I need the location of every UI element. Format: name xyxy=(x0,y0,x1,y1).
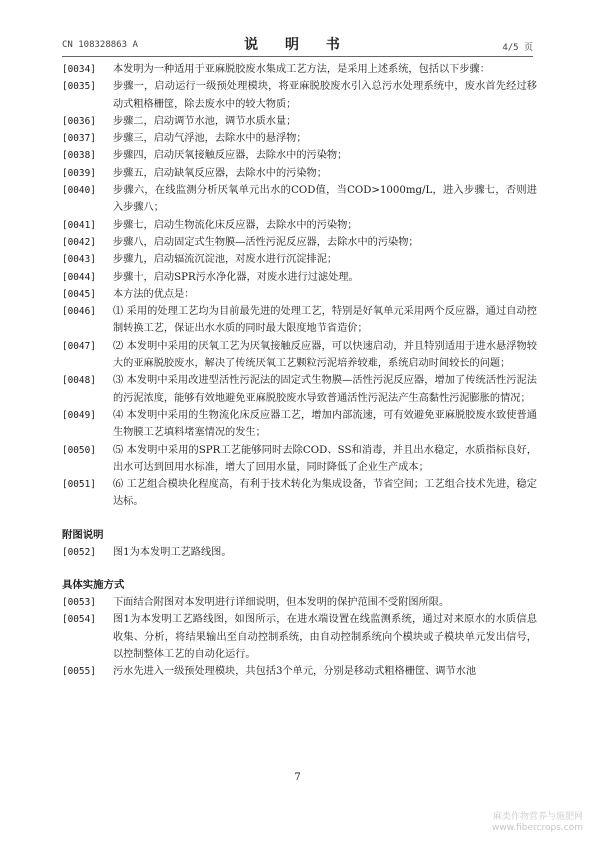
paragraph-text: 步骤五，启动缺氧反应器，去除水中的污染物； xyxy=(113,167,327,179)
paragraph xyxy=(62,234,537,251)
paragraph xyxy=(62,182,537,217)
paragraph-text: 步骤四，启动厌氧接触反应器，去除水中的污染物； xyxy=(113,150,348,162)
paragraph-number: [0050] xyxy=(62,444,96,456)
paragraph-text: 污水先进入一级预处理模块，共包括3个单元，分别是移动式粗格栅筐、调节水池 xyxy=(113,666,477,678)
paragraph-number: [0042] xyxy=(62,236,96,248)
paragraph xyxy=(62,303,537,338)
paragraph-number: [0034] xyxy=(62,64,96,75)
paragraph xyxy=(62,407,537,442)
paragraph xyxy=(62,113,537,130)
paragraph-text: 本方法的优点是： xyxy=(113,288,195,300)
paragraph-number: [0055] xyxy=(62,666,96,678)
paragraph-text: 图1为本发明工艺路线图，如图所示，在进水端设置在线监测系统，通过对来原水的水质信息收集、分析，将结果输出至自动控制系统，由自动控制系统向个模块或子模块单元发出信号，以控制整体工艺的自动化运行。 xyxy=(113,614,537,660)
watermark-line-2: www.fibercrops.com xyxy=(492,823,583,833)
paragraph xyxy=(62,338,537,373)
page-number: 7 xyxy=(294,772,301,783)
paragraph xyxy=(62,442,537,477)
paragraph-number: [0038] xyxy=(62,150,96,162)
paragraph-text: 步骤八，启动固定式生物膜—活性污泥反应器，去除水中的污染物； xyxy=(113,236,419,248)
paragraph-text: 下面结合附图对本发明进行详细说明，但本发明的保护范围不受附图所限。 xyxy=(113,597,450,609)
paragraph xyxy=(62,476,537,511)
page-header xyxy=(62,34,533,54)
paragraph-number: [0051] xyxy=(62,479,96,491)
paragraph xyxy=(62,269,537,286)
paragraph-text: 步骤一，启动运行一级预处理模块，将亚麻脱胶废水引入总污水处理系统中，废水首先经过移动式粗格栅筐，除去废水中的较大物质； xyxy=(113,81,537,110)
paragraph-group-advantages xyxy=(62,61,537,511)
paragraph-number: [0053] xyxy=(62,597,96,609)
paragraph-text: 图1为本发明工艺路线图。 xyxy=(113,546,232,558)
paragraph xyxy=(62,372,537,407)
paragraph-number: [0039] xyxy=(62,167,96,179)
paragraph-text: ⑷ 本发明中采用的生物流化床反应器工艺，增加内部流速，可有效避免亚麻脱胶废水致使普通生物膜工艺填料堵塞情况的发生； xyxy=(113,409,537,439)
paragraph-number: [0041] xyxy=(62,219,96,231)
paragraph xyxy=(62,251,537,268)
paragraph-number: [0045] xyxy=(62,288,96,300)
paragraph xyxy=(62,130,537,147)
paragraph xyxy=(62,611,537,663)
header-rule xyxy=(62,56,533,57)
paragraph-group-embodiment xyxy=(62,594,537,680)
paragraph-text: ⑶ 本发明中采用改进型活性污泥法的固定式生物膜—活性污泥反应器，增加了传统活性污泥法的污泥浓度，能够有效地避免亚麻脱胶废水导致普通活性污泥法产生高黏性污泥膨胀的情况； xyxy=(113,375,537,404)
paragraph-number: [0048] xyxy=(62,375,96,387)
section-heading-drawing: 附图说明 xyxy=(62,528,104,541)
watermark-line-1: 麻类作物营养与施肥网 xyxy=(492,812,583,822)
paragraph xyxy=(62,286,537,303)
paragraph-number: [0036] xyxy=(62,115,96,127)
section-heading-embodiment: 具体实施方式 xyxy=(62,579,125,592)
document-body xyxy=(62,61,537,681)
paragraph-text: 步骤二，启动调节水池，调节水质水量； xyxy=(113,115,297,127)
paragraph-number: [0044] xyxy=(62,271,96,283)
paragraph xyxy=(62,78,537,113)
paragraph-number: [0037] xyxy=(62,133,96,145)
paragraph-number: [0054] xyxy=(62,614,96,626)
paragraph xyxy=(62,544,537,561)
paragraph xyxy=(62,147,537,164)
site-watermark xyxy=(492,812,583,834)
paragraph xyxy=(62,217,537,234)
paragraph-number: [0035] xyxy=(62,81,96,93)
paragraph-number: [0046] xyxy=(62,306,96,318)
paragraph-number: [0043] xyxy=(62,254,96,266)
paragraph xyxy=(62,165,537,182)
paragraph-text: 步骤七，启动生物流化床反应器，去除水中的污染物； xyxy=(113,219,358,231)
paragraph-text: 步骤三，启动气浮池，去除水中的悬浮物； xyxy=(113,133,307,145)
paragraph-number: [0047] xyxy=(62,340,96,352)
paragraph xyxy=(62,61,537,78)
paragraph-text: 本发明为一种适用于亚麻脱胶废水集成工艺方法，是采用上述系统，包括以下步骤： xyxy=(113,64,490,75)
doc-id: CN 108328863 A xyxy=(62,40,138,50)
paragraph xyxy=(62,663,537,680)
paragraph-text: ⑸ 本发明中采用的SPR工艺能够同时去除COD、SS和消毒，并且出水稳定，水质指标良好，出水可达到回用水标准，增大了回用水量，同时降低了企业生产成本； xyxy=(113,444,537,473)
paragraph-number: [0040] xyxy=(62,185,96,197)
paragraph-text: 步骤九，启动辐流沉淀池，对废水进行沉淀排泥； xyxy=(113,254,338,266)
paragraph-text: 步骤十，启动SPR污水净化器，对废水进行过滤处理。 xyxy=(113,271,359,283)
paragraph-text: ⑴ 采用的处理工艺均为目前最先进的处理工艺，特别是好氧单元采用两个反应器，通过自动控制转换工艺，保证出水水质的同时最大限度地节省造价； xyxy=(113,306,537,335)
paragraph-text: ⑹ 工艺组合模块化程度高，有利于技术转化为集成设备，节省空间；工艺组合技术先进，稳定达标。 xyxy=(113,479,537,508)
paragraph-number: [0049] xyxy=(62,409,96,421)
doc-title: 说 明 书 xyxy=(244,37,351,53)
paragraph-number: [0052] xyxy=(62,546,96,558)
page-of: 4/5 页 xyxy=(502,43,533,53)
paragraph-text: 步骤六，在线监测分析厌氧单元出水的COD值，当COD>1000mg/L，进入步骤七，否则进入步骤八； xyxy=(113,185,537,214)
paragraph-text: ⑵ 本发明中采用的厌氧工艺为厌氧接触反应器，可以快速启动，并且特别适用于进水悬浮物较大的亚麻脱胶废水，解决了传统厌氧工艺颗粒污泥培养较难，系统启动时间较长的问题； xyxy=(113,340,537,370)
paragraph-group-drawing xyxy=(62,544,537,561)
paragraph xyxy=(62,594,537,611)
